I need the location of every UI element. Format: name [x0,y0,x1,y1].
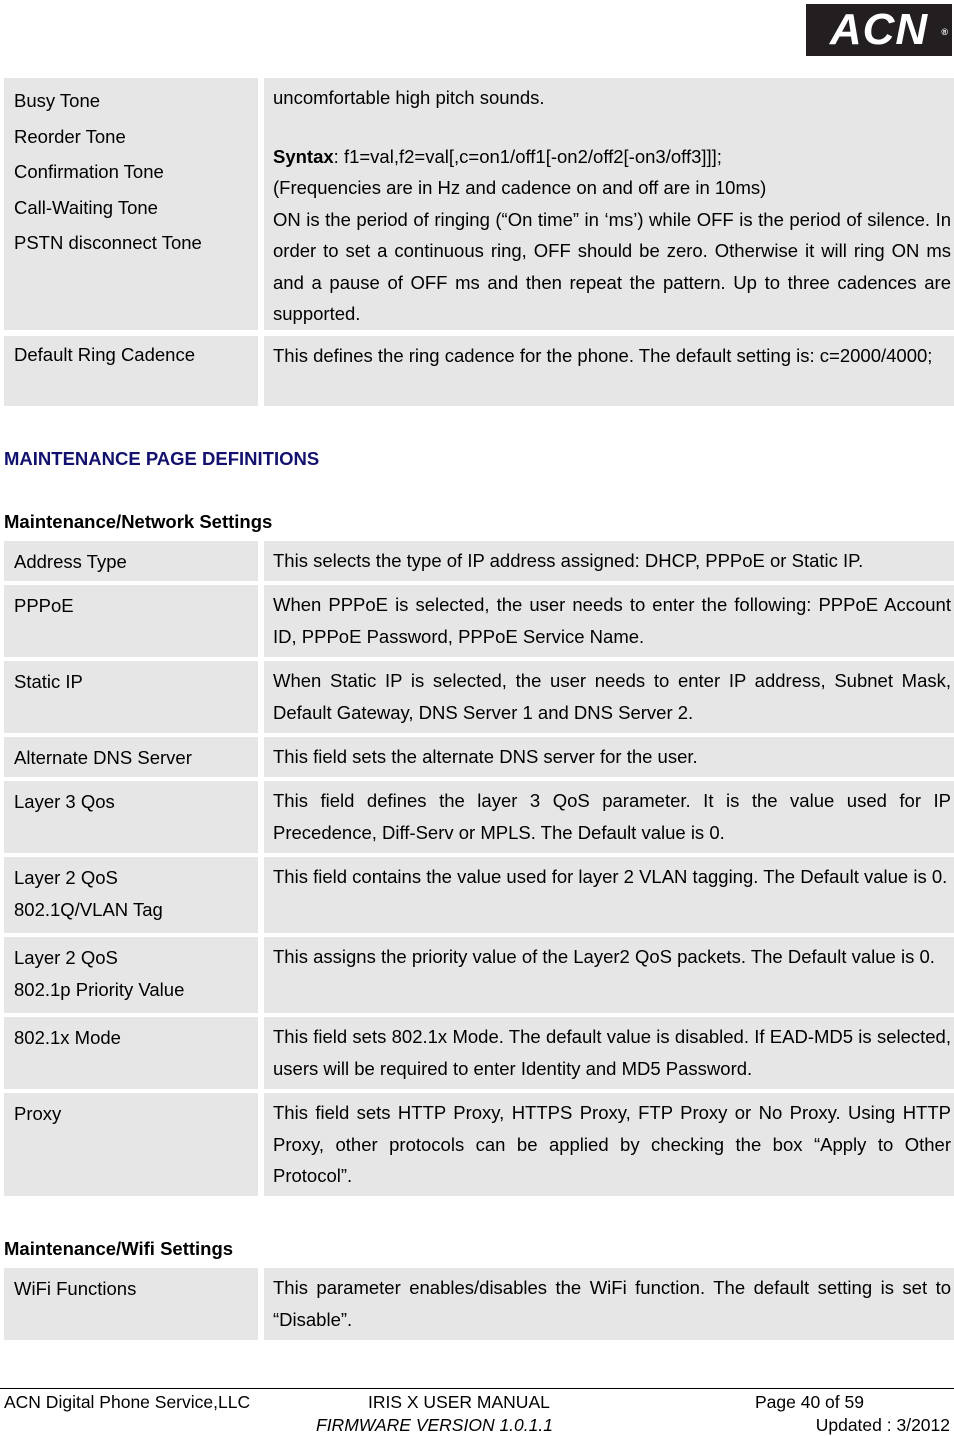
table-row [4,661,954,733]
syntax-label: Syntax [273,145,334,167]
row-label: 802.1p Priority Value [14,979,185,1000]
row-label: 802.1x Mode [14,1027,121,1048]
acn-logo [806,4,952,56]
row-label-cell [4,78,258,330]
table-row [4,737,954,777]
row-description: This field sets the alternate DNS server for the user. [273,746,698,767]
row-description-cell [264,1017,954,1089]
row-description: This parameter enables/disables the WiFi function. The default setting is set to “Disable”. [273,1277,951,1330]
row-description-cell [264,1093,954,1196]
row-label: Layer 3 Qos [14,791,115,812]
row-description-cell [264,857,954,933]
row-label: Layer 2 QoS [14,947,118,968]
reorder-tone-label: Reorder Tone [14,125,126,147]
row-label: PPPoE [14,595,74,616]
table-row [4,541,954,581]
row-label-cell [4,661,258,733]
row-description: When Static IP is selected, the user needs to enter IP address, Subnet Mask, Default Gateway, DNS Server 1 and DNS Server 2. [273,670,951,723]
confirmation-tone-label: Confirmation Tone [14,161,164,182]
footer-updated: Updated : 3/2012 [815,1415,950,1435]
footer-manual-title: IRIS X USER MANUAL [368,1392,550,1412]
row-label-cell [4,1093,258,1196]
row-description: This selects the type of IP address assigned: DHCP, PPPoE or Static IP. [273,550,864,571]
row-label-cell [4,585,258,657]
row-description-cell [264,1268,954,1340]
section-heading: MAINTENANCE PAGE DEFINITIONS [4,448,320,469]
description-line: uncomfortable high pitch sounds. [273,87,545,108]
row-label: Proxy [14,1103,62,1124]
row-label: Static IP [14,671,83,692]
row-description-cell [264,661,954,733]
footer-divider [0,1388,954,1389]
syntax-line [273,141,951,173]
row-description-cell [264,737,954,777]
row-description: This assigns the priority value of the Layer2 QoS packets. The Default value is 0. [273,946,935,967]
footer-company: ACN Digital Phone Service,LLC [4,1392,251,1412]
syntax-value: : f1=val,f2=val[,c=on1/off1[-on2/off2[-on3/off3]]]; [333,145,722,167]
row-description: This field contains the value used for layer 2 VLAN tagging. The Default value is 0. [273,866,948,887]
network-settings-title: Maintenance/Network Settings [4,511,273,532]
call-waiting-tone-label: Call-Waiting Tone [14,196,158,218]
row-description-cell [264,541,954,581]
row-description-cell [264,585,954,657]
row-label-cell [4,781,258,853]
table-row [4,781,954,853]
row-label: Address Type [14,551,127,572]
row-label-cell [4,541,258,581]
row-label-cell [4,1268,258,1340]
row-description-cell [264,781,954,853]
row-description: This field defines the layer 3 QoS parameter. It is the value used for IP Precedence, Diff-Serv or MPLS. The Default value is 0. [273,790,951,843]
wifi-settings-title: Maintenance/Wifi Settings [4,1238,234,1259]
table-row [4,1268,954,1340]
row-label-cell [4,937,258,1013]
row-label-cell [4,857,258,933]
row-description-cell [264,336,954,406]
registered-mark: ® [941,27,949,37]
pstn-disconnect-tone-label: PSTN disconnect Tone [14,232,202,253]
row-label-cell [4,336,258,406]
table-row [4,857,954,933]
table-row [4,1017,954,1089]
table-row [4,585,954,657]
row-description-cell [264,78,954,330]
busy-tone-label: Busy Tone [14,90,101,111]
row-label: 802.1Q/VLAN Tag [14,899,163,920]
row-description: This field sets HTTP Proxy, HTTPS Proxy, FTP Proxy or No Proxy. Using HTTP Proxy, other protocols can be applied by checking the box “Apply to Other Protocol”. [273,1102,951,1186]
table-row [4,1093,954,1196]
cadence-paragraph: ON is the period of ringing (“On time” in ‘ms’) while OFF is the period of silence. In order to set a continuous ring, OFF should be zero. Otherwise it will ring ON ms and a pause of OFF ms and then repeat the pattern. Up to three cadences are supported. [273,208,951,324]
row-label-cell [4,737,258,777]
logo-text: ACN [829,5,929,54]
tone-settings-row [4,78,954,330]
row-label: WiFi Functions [14,1278,137,1299]
row-description: This field sets 802.1x Mode. The default value is disabled. If EAD-MD5 is selected, users will be required to enter Identity and MD5 Password. [273,1026,951,1079]
row-description: When PPPoE is selected, the user needs to enter the following: PPPoE Account ID, PPPoE Password, PPPoE Service Name. [273,594,951,647]
footer-page-number: Page 40 of 59 [755,1392,864,1412]
table-row [4,937,954,1013]
default-ring-cadence-row [4,336,954,406]
row-label: Layer 2 QoS [14,867,118,888]
row-label-cell [4,1017,258,1089]
footer-firmware-version: FIRMWARE VERSION 1.0.1.1 [316,1415,553,1435]
row-label: Alternate DNS Server [14,747,192,768]
frequency-note: (Frequencies are in Hz and cadence on and off are in 10ms) [273,177,767,198]
row-description-cell [264,937,954,1013]
row-description: This defines the ring cadence for the phone. The default setting is: c=2000/4000; [273,345,933,366]
row-label: Default Ring Cadence [14,344,195,365]
